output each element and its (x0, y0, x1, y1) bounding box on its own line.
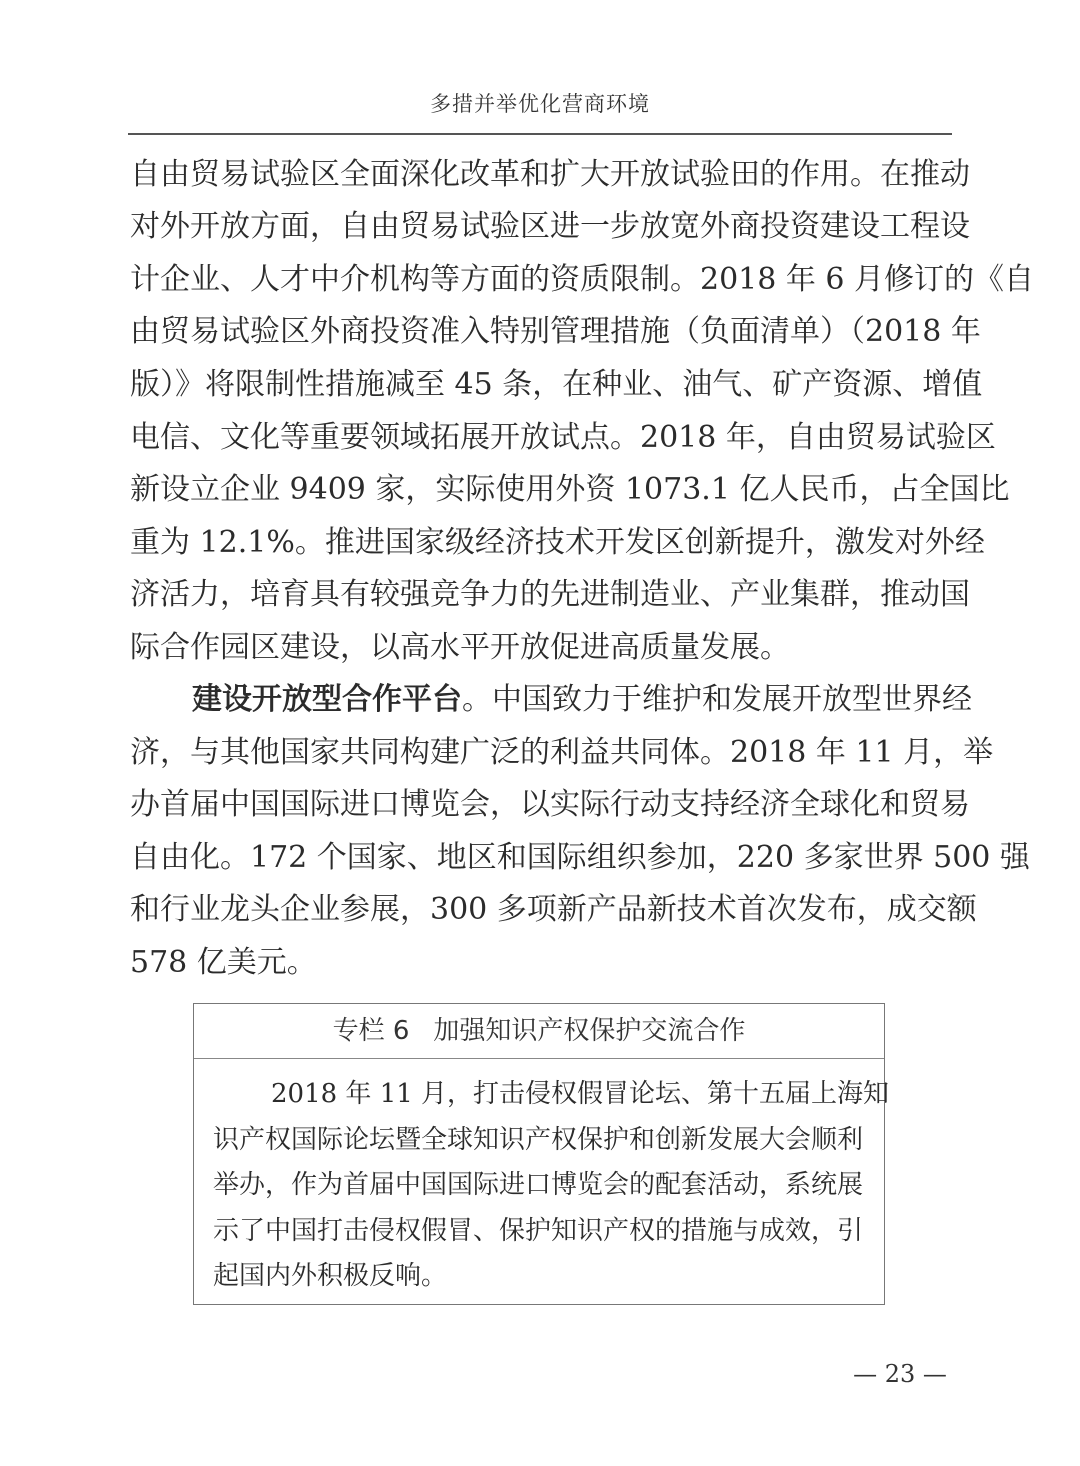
box-text-line: 示了中国打击侵权假冒、保护知识产权的措施与成效，引 (213, 1216, 864, 1246)
sidebar-box (193, 1003, 890, 1305)
box-title (194, 1004, 884, 1059)
text-line: 新设立企业 9409 家，实际使用外资 1073.1 亿人民币，占全国比 (130, 472, 1010, 507)
box-text-line: 2018 年 11 月，打击侵权假冒论坛、第十五届上海知 (271, 1079, 890, 1109)
page-number: — 23 — (853, 1360, 947, 1388)
text-line: 版）》将限制性措施减至 45 条，在种业、油气、矿产资源、增值 (130, 367, 983, 402)
text-line (130, 680, 972, 720)
text-line: 际合作园区建设，以高水平开放促进高质量发展。 (130, 630, 790, 665)
box-text-line: 举办，作为首届中国国际进口博览会的配套活动，系统展 (213, 1170, 864, 1200)
paragraph-text: 。中国致力于维护和发展开放型世界经 (462, 682, 972, 717)
text-line: 计企业、人才中介机构等方面的资质限制。2018 年 6 月修订的《自 (130, 262, 1035, 297)
box-label: 专栏 6 (332, 1016, 410, 1046)
text-line: 578 亿美元。 (130, 945, 317, 980)
text-line: 由贸易试验区外商投资准入特别管理措施（负面清单）（2018 年 (130, 314, 981, 349)
text-line: 办首届中国国际进口博览会，以实际行动支持经济全球化和贸易 (130, 787, 970, 822)
box-text-line: 起国内外积极反响。 (213, 1261, 448, 1291)
text-line: 自由贸易试验区全面深化改革和扩大开放试验田的作用。在推动 (130, 157, 970, 192)
box-text-line: 识产权国际论坛暨全球知识产权保护和创新发展大会顺利 (213, 1125, 864, 1155)
box-heading: 加强知识产权保护交流合作 (433, 1016, 746, 1046)
text-line: 重为 12.1%。推进国家级经济技术开发区创新提升，激发对外经 (130, 525, 985, 560)
header-rule (128, 133, 952, 135)
text-line: 自由化。172 个国家、地区和国际组织参加，220 多家世界 500 强 (130, 840, 1030, 875)
text-line: 对外开放方面，自由贸易试验区进一步放宽外商投资建设工程设 (130, 209, 970, 244)
text-line: 济活力，培育具有较强竞争力的先进制造业、产业集群，推动国 (130, 577, 970, 612)
paragraph-heading: 建设开放型合作平台 (192, 682, 462, 717)
text-line: 电信、文化等重要领域拓展开放试点。2018 年，自由贸易试验区 (130, 420, 996, 455)
text-line: 和行业龙头企业参展，300 多项新产品新技术首次发布，成交额 (130, 892, 977, 927)
text-line: 济，与其他国家共同构建广泛的利益共同体。2018 年 11 月，举 (130, 735, 994, 770)
running-header: 多措并举优化营商环境 (430, 92, 650, 116)
